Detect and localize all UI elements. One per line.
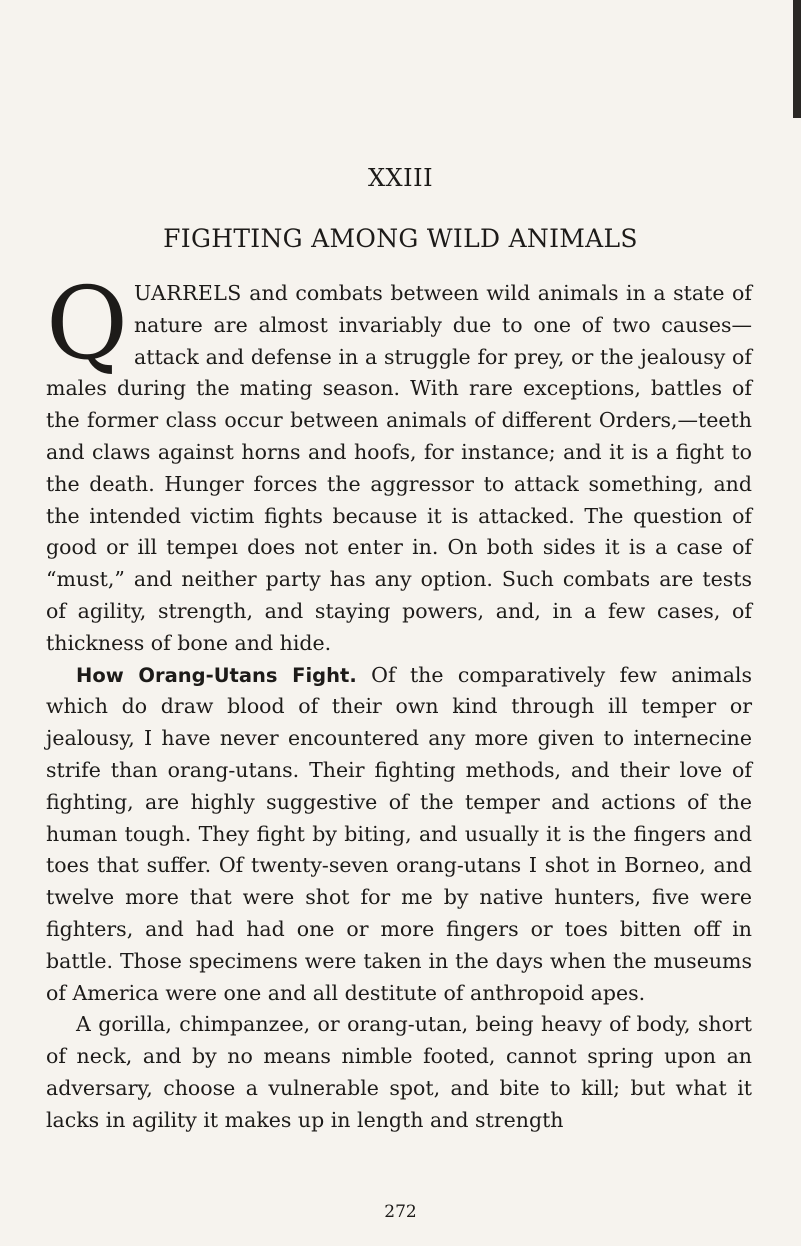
opening-word: UARRELS xyxy=(133,281,242,305)
paragraph-text: Of the comparatively few animals which do draw blood of their own kind through ill temper or jealousy, I have never encountered any more given to internecine strife than orang-utans. Their fighting methods, and their love of fighting, are highly suggestive of the temper and actions of the human tough. They fight by biting, and usually it is the fingers and toes that suffer. Of twenty-seven orang-utans I shot in Borneo, and twelve more that were shot for me by native hunters, five were fighters, and had had one or more fingers or toes bitten off in battle. Those specimens were taken in the days when the museums of America were one and all destitute of anthropoid apes. xyxy=(46,662,752,1005)
side-heading: How Orang-Utans Fight. xyxy=(76,663,357,687)
chapter-title: FIGHTING AMONG WILD ANIMALS xyxy=(163,224,638,253)
chapter-number: XXIII xyxy=(367,164,434,192)
page-edge-mark xyxy=(793,0,801,118)
paragraph-apes xyxy=(46,1009,752,1136)
paragraph-text: and combats between wild animals in a state of nature are almost invariably due to one of two causes—attack and defense in a struggle for prey, or the jealousy of males during the mating season. With rare exceptions, battles of the former class occur between animals of different Orders,—teeth and claws against horns and hoofs, for instance; and it is a fight to the death. Hunger forces the aggressor to attack something, and the intended victim fights because it is attacked. The question of good or ill tempeı does not enter in. On both sides it is a case of “must,” and neither party has any option. Such combats are tests of agility, strength, and staying powers, and, in a few cases, of thickness of bone and hide. xyxy=(46,281,752,655)
page-number: 272 xyxy=(384,1202,417,1222)
drop-cap: Q xyxy=(46,265,128,382)
paragraph-opening xyxy=(46,265,752,660)
paragraph-text: A gorilla, chimpanzee, or orang-utan, being heavy of body, short of neck, and by no means nimble footed, cannot spring upon an adversary, choose a vulnerable spot, and bite to kill; but what it lacks in agility it makes up in length and strength xyxy=(46,1012,752,1132)
chapter-body xyxy=(46,265,752,1137)
paragraph-orang-utans xyxy=(46,660,752,1010)
